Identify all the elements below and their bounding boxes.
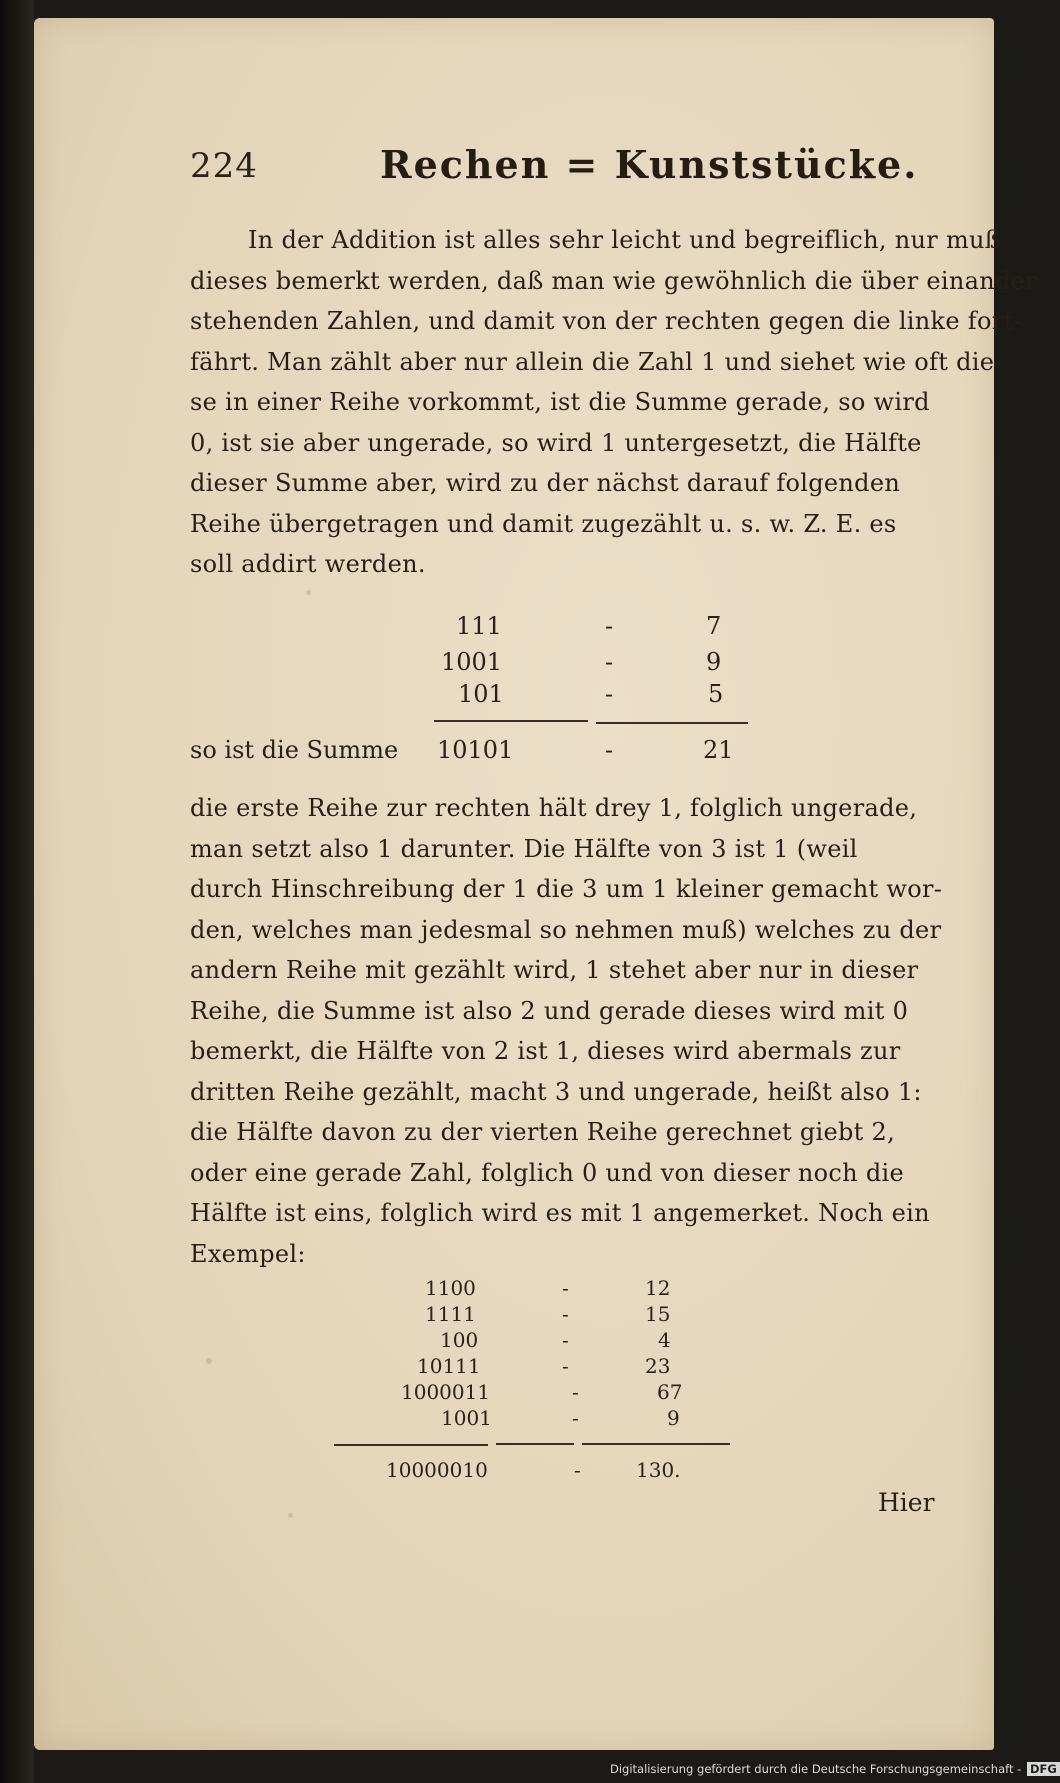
binary-value: 100 — [440, 1328, 479, 1352]
decimal-sum: 130. — [636, 1458, 681, 1482]
running-title: Rechen = Kunststücke. — [380, 142, 919, 187]
binary-value: 1100 — [425, 1276, 476, 1300]
decimal-value: 67 — [657, 1380, 683, 1404]
separator: - — [605, 736, 614, 764]
text-line: se in einer Reihe vorkommt, ist die Summe gerade, so wird — [190, 388, 930, 416]
text-line: den, welches man jedesmal so nehmen muß) welches zu der — [190, 915, 942, 944]
decimal-value: 9 — [706, 648, 722, 676]
text-line: soll addirt werden. — [190, 550, 426, 578]
paragraph-explanation — [190, 788, 943, 1274]
digitization-credit — [610, 1762, 1060, 1776]
text-line: Reihe übergetragen und damit zugezählt u. s. w. Z. E. es — [190, 509, 897, 538]
page-number: 224 — [190, 146, 258, 186]
binary-value: 1001 — [441, 648, 503, 676]
foxing-spot — [206, 1358, 212, 1364]
binary-value: 10111 — [417, 1354, 481, 1378]
text-line: Reihe, die Summe ist also 2 und gerade dieses wird mit 0 — [190, 996, 909, 1025]
text-line: bemerkt, die Hälfte von 2 ist 1, dieses wird abermals zur — [190, 1037, 901, 1065]
decimal-value: 23 — [645, 1354, 671, 1378]
text-line: die Hälfte davon zu der vierten Reihe gerechnet giebt 2, — [190, 1118, 896, 1146]
text-line: stehenden Zahlen, und damit von der rechten gegen die linke fort- — [190, 307, 1022, 335]
text-line: fährt. Man zählt aber nur allein die Zahl 1 und siehet wie oft die- — [190, 347, 1003, 376]
decimal-sum: 21 — [703, 736, 734, 764]
binary-sum: 10000010 — [386, 1458, 488, 1482]
text-line: dritten Reihe gezählt, macht 3 und ungerade, heißt also 1: — [190, 1077, 922, 1106]
text-line: durch Hinschreibung der 1 die 3 um 1 kleiner gemacht wor- — [190, 875, 943, 903]
text-line: dieser Summe aber, wird zu der nächst darauf folgenden — [190, 469, 901, 497]
separator: - — [605, 648, 614, 676]
separator: - — [605, 612, 614, 640]
binary-value: 1001 — [441, 1406, 492, 1430]
text-line: die erste Reihe zur rechten hält drey 1, folglich ungerade, — [190, 794, 918, 822]
foxing-spot — [288, 1513, 293, 1518]
text-line: dieses bemerkt werden, daß man wie gewöhnlich die über einander — [190, 266, 1037, 295]
sum-rule — [434, 720, 588, 722]
decimal-value: 7 — [706, 612, 722, 640]
text-line: In der Addition ist alles sehr leicht und begreiflich, nur muß — [248, 226, 1002, 254]
sum-label: so ist die Summe — [190, 736, 399, 764]
separator: - — [562, 1276, 569, 1300]
binary-sum: 10101 — [437, 736, 514, 764]
separator: - — [572, 1380, 579, 1404]
binary-value: 101 — [458, 680, 504, 708]
decimal-value: 5 — [708, 680, 724, 708]
separator: - — [605, 680, 614, 708]
decimal-value: 4 — [658, 1328, 671, 1352]
decimal-value: 9 — [667, 1406, 680, 1430]
sum-rule — [582, 1443, 730, 1445]
text-line: Hälfte ist eins, folglich wird es mit 1 angemerket. Noch ein — [190, 1199, 930, 1227]
credit-text: Digitalisierung gefördert durch die Deutsche Forschungsgemeinschaft - — [610, 1762, 1022, 1776]
page-header — [190, 138, 954, 188]
catchword: Hier — [878, 1488, 935, 1517]
text-line: andern Reihe mit gezählt wird, 1 stehet aber nur in dieser — [190, 956, 919, 984]
separator: - — [562, 1354, 569, 1378]
separator: - — [562, 1302, 569, 1326]
separator: - — [572, 1406, 579, 1430]
dfg-logo-badge: DFG — [1027, 1762, 1060, 1776]
binary-value: 1111 — [425, 1302, 476, 1326]
binary-value: 111 — [456, 612, 502, 640]
decimal-value: 15 — [645, 1302, 671, 1326]
text-line: man setzt also 1 darunter. Die Hälfte von 3 ist 1 (weil — [190, 834, 858, 863]
foxing-spot — [306, 590, 311, 595]
text-line: 0, ist sie aber ungerade, so wird 1 untergesetzt, die Hälfte — [190, 428, 922, 457]
book-spine-edge — [0, 0, 34, 1783]
sum-rule — [334, 1444, 488, 1446]
separator: - — [562, 1328, 569, 1352]
decimal-value: 12 — [645, 1276, 671, 1300]
separator: - — [574, 1458, 581, 1482]
paragraph-addition-rules — [190, 220, 1037, 585]
sum-rule — [496, 1443, 574, 1445]
text-line: Exempel: — [190, 1239, 306, 1268]
text-line: oder eine gerade Zahl, folglich 0 und von dieser noch die — [190, 1158, 904, 1187]
binary-value: 1000011 — [401, 1380, 491, 1404]
sum-rule — [596, 722, 748, 724]
